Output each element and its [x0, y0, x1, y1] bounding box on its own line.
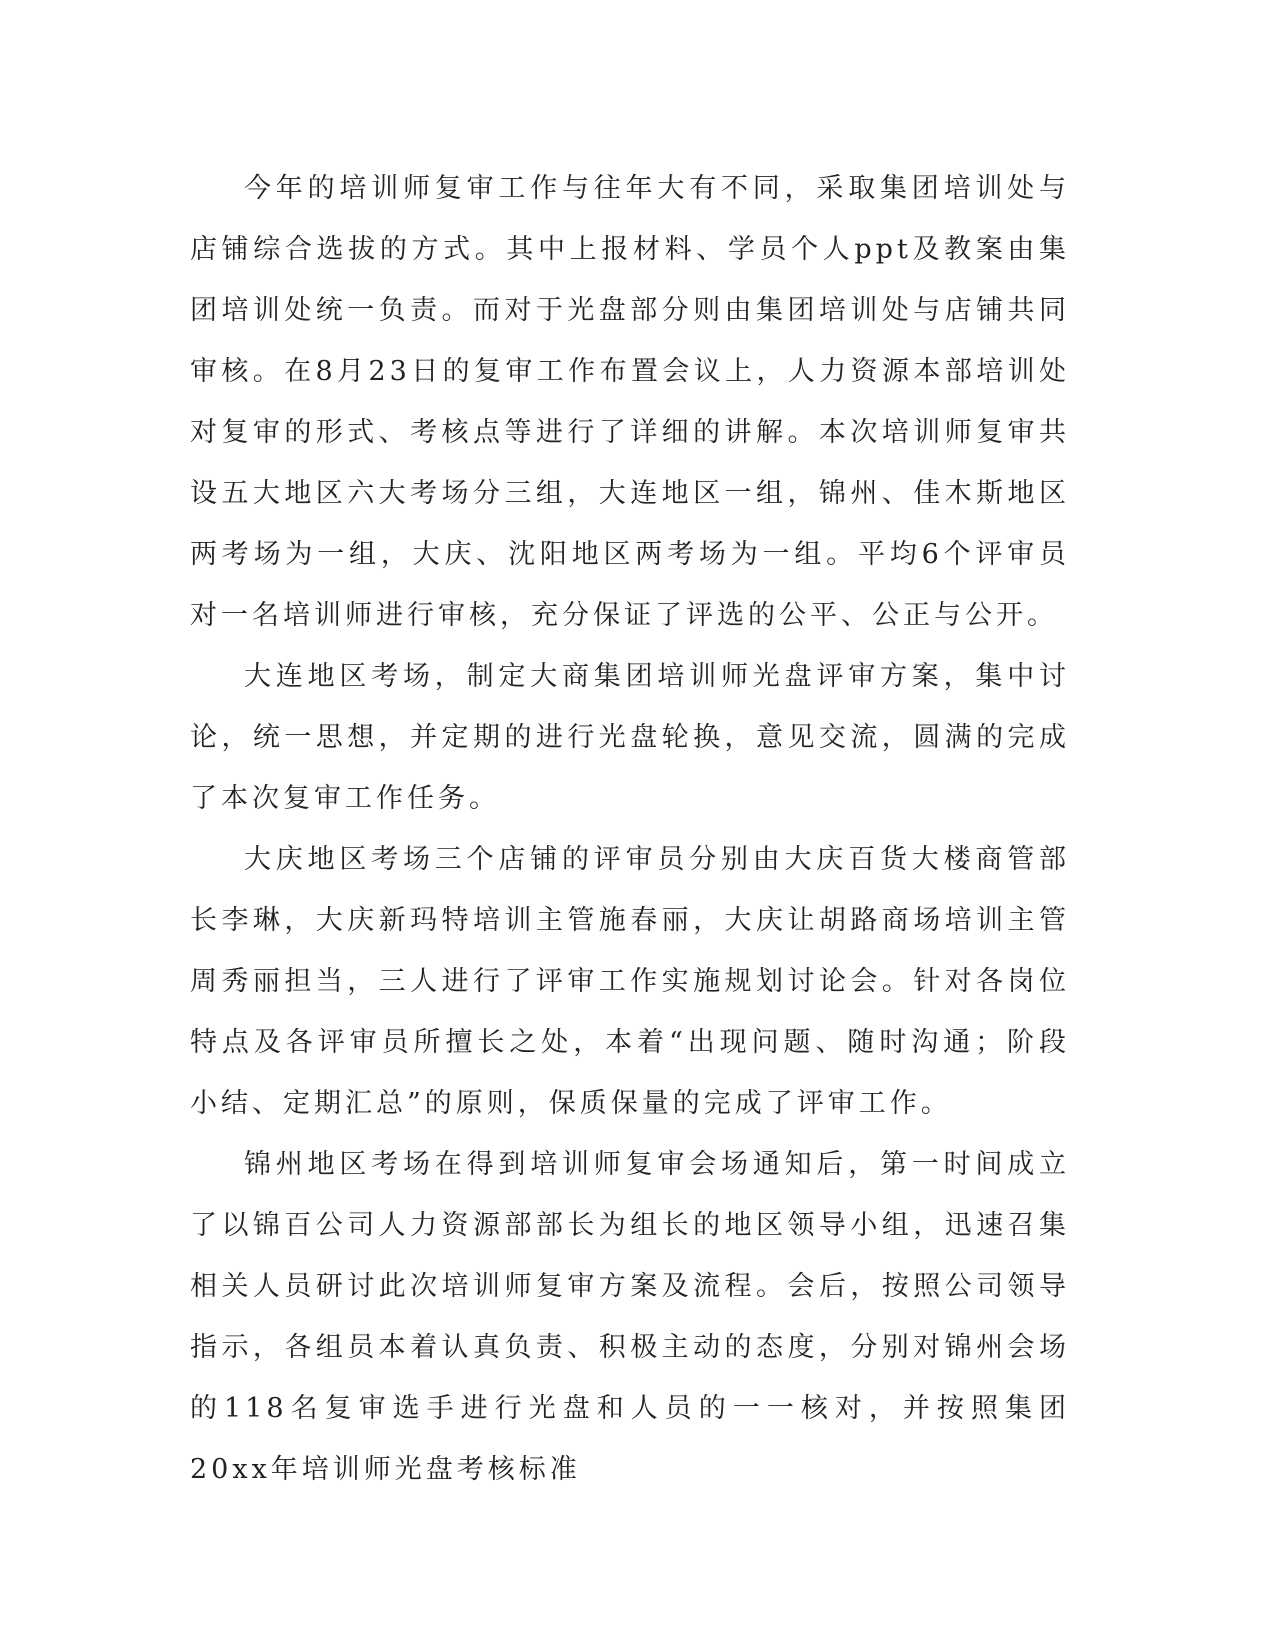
paragraph-dalian-venue: 大连地区考场，制定大商集团培训师光盘评审方案，集中讨论，统一思想，并定期的进行光盘轮换，意见交流，圆满的完成了本次复审工作任务。	[190, 661, 1070, 814]
document-body	[190, 158, 1070, 1500]
paragraph-review-overview: 今年的培训师复审工作与往年大有不同，采取集团培训处与店铺综合选拔的方式。其中上报材料、学员个人ppt及教案由集团培训处统一负责。而对于光盘部分则由集团培训处与店铺共同审核。在8月23日的复审工作布置会议上，人力资源本部培训处对复审的形式、考核点等进行了详细的讲解。本次培训师复审共设五大地区六大考场分三组，大连地区一组，锦州、佳木斯地区两考场为一组，大庆、沈阳地区两考场为一组。平均6个评审员对一名培训师进行审核，充分保证了评选的公平、公正与公开。	[190, 173, 1070, 631]
paragraph-daqing-venue: 大庆地区考场三个店铺的评审员分别由大庆百货大楼商管部长李琳，大庆新玛特培训主管施春丽，大庆让胡路商场培训主管周秀丽担当，三人进行了评审工作实施规划讨论会。针对各岗位特点及各评审员所擅长之处，本着“出现问题、随时沟通；阶段小结、定期汇总”的原则，保质保量的完成了评审工作。	[190, 844, 1070, 1119]
paragraph-jinzhou-venue: 锦州地区考场在得到培训师复审会场通知后，第一时间成立了以锦百公司人力资源部部长为组长的地区领导小组，迅速召集相关人员研讨此次培训师复审方案及流程。会后，按照公司领导指示，各组员本着认真负责、积极主动的态度，分别对锦州会场的118名复审选手进行光盘和人员的一一核对，并按照集团20xx年培训师光盘考核标准	[190, 1149, 1070, 1485]
